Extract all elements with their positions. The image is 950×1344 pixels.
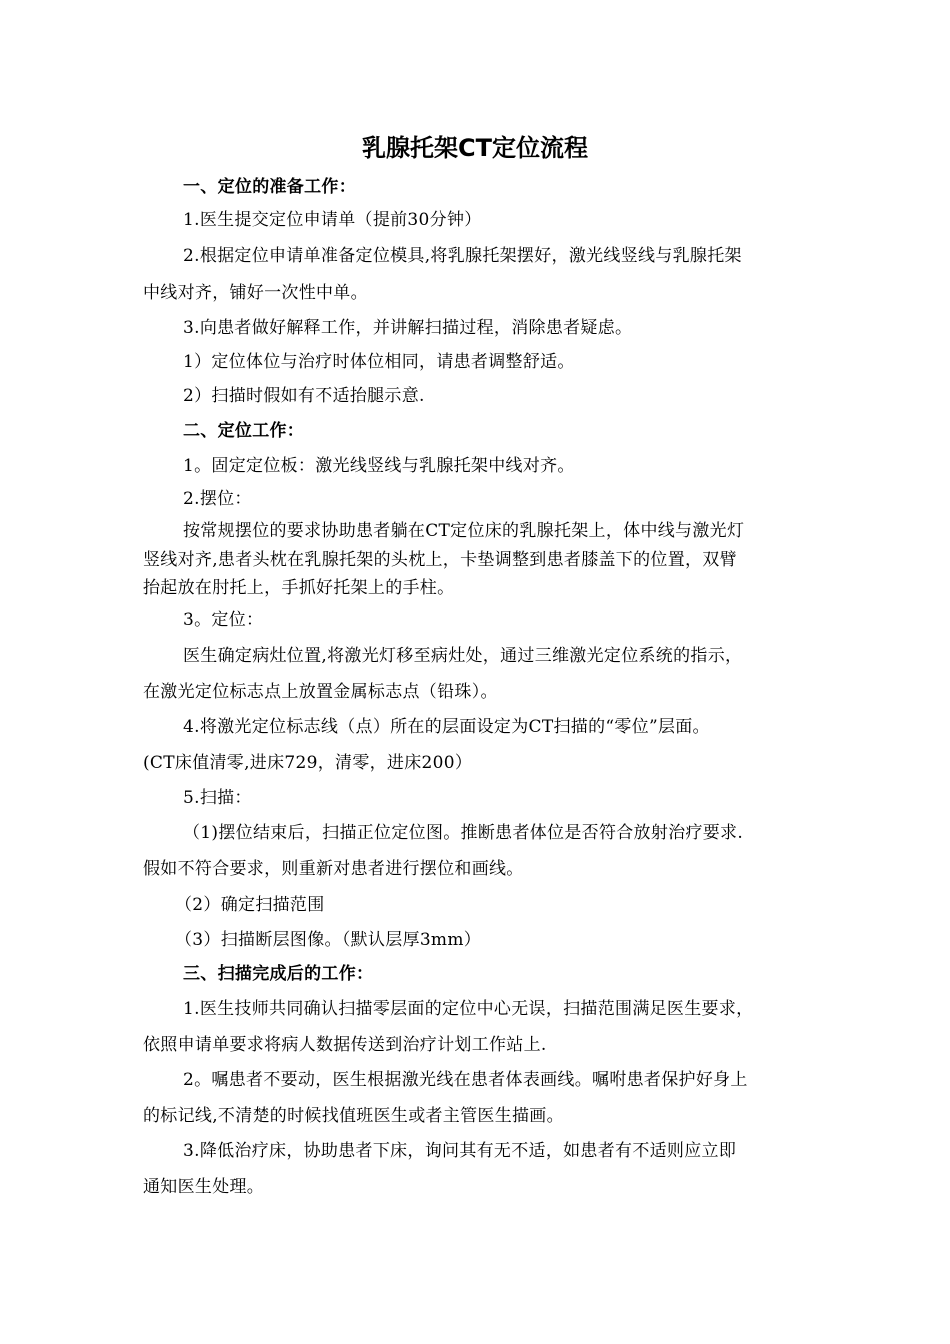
- paragraph-line: 1）定位体位与治疗时体位相同，请患者调整舒适。: [183, 352, 575, 372]
- paragraph-line: 的标记线,不清楚的时候找值班医生或者主管医生描画。: [143, 1106, 564, 1126]
- paragraph-line: 通知医生处理。: [143, 1177, 265, 1197]
- paragraph-line: 竖线对齐,患者头枕在乳腺托架的头枕上，卡垫调整到患者膝盖下的位置，双臂: [143, 550, 737, 570]
- paragraph-line: 3。定位：: [183, 610, 264, 630]
- paragraph-line: 抬起放在肘托上，手抓好托架上的手柱。: [143, 578, 455, 598]
- section-heading-preparation: 一、定位的准备工作：: [183, 177, 356, 197]
- paragraph-line: （1)摆位结束后，扫描正位定位图。推断患者体位是否符合放射治疗要求.: [183, 823, 744, 843]
- section-heading-positioning: 二、定位工作：: [183, 421, 305, 441]
- paragraph-line: 按常规摆位的要求协助患者躺在CT定位床的乳腺托架上，体中线与激光灯: [183, 521, 745, 541]
- paragraph-line: （3）扫描断层图像。（默认层厚3mm）: [175, 930, 482, 950]
- section-heading-after-scan: 三、扫描完成后的工作：: [183, 964, 374, 984]
- paragraph-line: 3.降低治疗床，协助患者下床，询问其有无不适，如患者有不适则应立即: [183, 1141, 737, 1161]
- paragraph-line: （2）确定扫描范围: [175, 895, 325, 915]
- paragraph-line: (CT床值清零,进床729，清零，进床200）: [143, 753, 473, 773]
- paragraph-line: 2。嘱患者不要动，医生根据激光线在患者体表画线。嘱咐患者保护好身上: [183, 1070, 748, 1090]
- paragraph-line: 3.向患者做好解释工作，并讲解扫描过程，消除患者疑虑。: [183, 318, 633, 338]
- paragraph-line: 依照申请单要求将病人数据传送到治疗计划工作站上.: [143, 1035, 547, 1055]
- paragraph-line: 1.医生技师共同确认扫描零层面的定位中心无误，扫描范围满足医生要求，: [183, 999, 754, 1019]
- paragraph-line: 2）扫描时假如有不适抬腿示意.: [183, 386, 425, 406]
- paragraph-line: 2.根据定位申请单准备定位模具,将乳腺托架摆好，激光线竖线与乳腺托架: [183, 246, 742, 266]
- paragraph-line: 4.将激光定位标志线（点）所在的层面设定为CT扫描的“零位”层面。: [183, 717, 710, 737]
- paragraph-line: 假如不符合要求，则重新对患者进行摆位和画线。: [143, 859, 524, 879]
- paragraph-line: 医生确定病灶位置,将激光灯移至病灶处，通过三维激光定位系统的指示，: [183, 646, 743, 666]
- paragraph-line: 1。固定定位板：激光线竖线与乳腺托架中线对齐。: [183, 456, 575, 476]
- paragraph-line: 中线对齐，铺好一次性中单。: [143, 283, 368, 303]
- paragraph-line: 5.扫描：: [183, 788, 252, 808]
- paragraph-line: 在激光定位标志点上放置金属标志点（铅珠）。: [143, 682, 498, 702]
- paragraph-line: 1.医生提交定位申请单（提前30分钟）: [183, 210, 482, 230]
- paragraph-line: 2.摆位：: [183, 489, 252, 509]
- document-title: 乳腺托架CT定位流程: [362, 134, 588, 162]
